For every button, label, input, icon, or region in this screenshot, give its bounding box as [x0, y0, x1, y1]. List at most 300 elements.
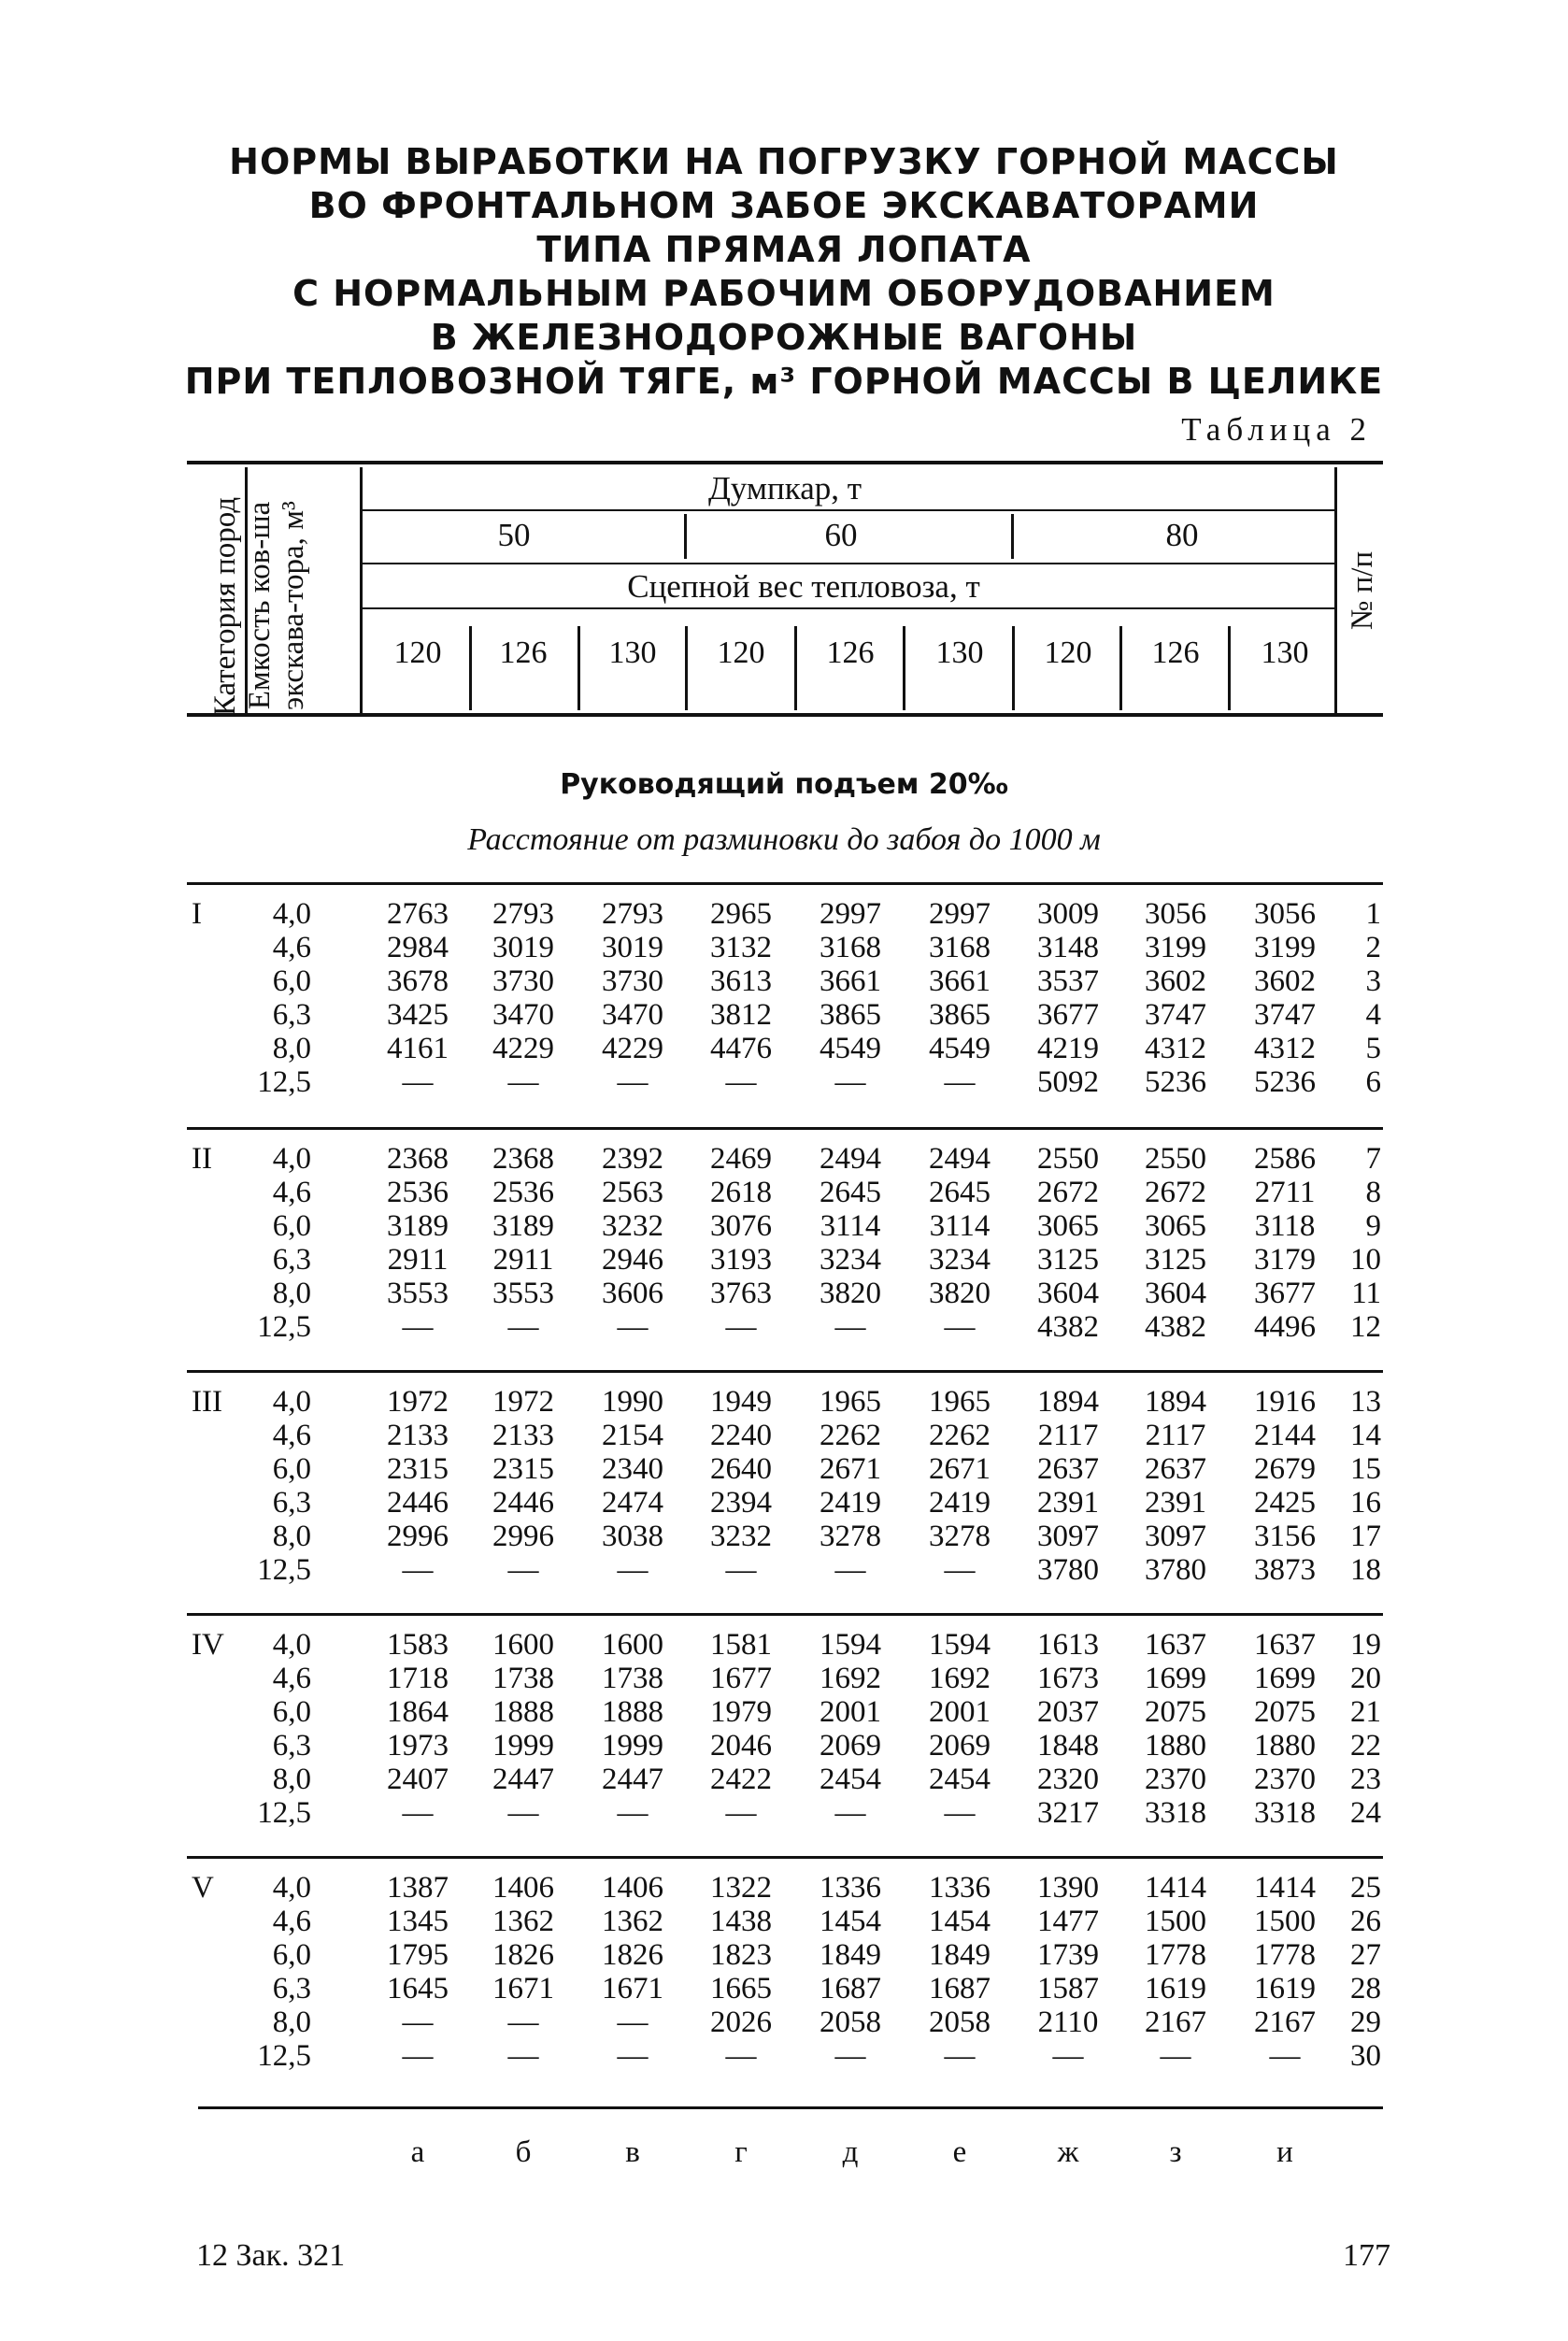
table-cell: —: [507, 2006, 539, 2039]
bucket-capacity: 4,6: [272, 1419, 311, 1452]
table-cell: 3661: [820, 964, 881, 998]
table-cell: 2422: [710, 1763, 772, 1796]
table-cell: 2494: [929, 1142, 991, 1176]
bucket-capacity: 8,0: [272, 2006, 311, 2039]
table-cell: 2672: [1145, 1176, 1206, 1209]
header-sep: [1119, 626, 1122, 710]
loco-weight-header: 120: [717, 635, 765, 670]
table-cell: 1894: [1145, 1385, 1206, 1419]
table-cell: 3602: [1254, 964, 1316, 998]
table-cell: 1387: [387, 1871, 449, 1905]
table-cell: 3763: [710, 1277, 772, 1310]
table-cell: 1778: [1254, 1938, 1316, 1972]
table-cell: 2370: [1145, 1763, 1206, 1796]
table-cell: 1673: [1037, 1662, 1099, 1695]
table-cell: 2645: [820, 1176, 881, 1209]
table-cell: 1990: [602, 1385, 663, 1419]
table-cell: 3125: [1037, 1243, 1099, 1277]
header-vline: [360, 467, 363, 713]
table-cell: 4496: [1254, 1310, 1316, 1344]
row-number: 18: [1350, 1553, 1381, 1587]
table-cell: 2069: [820, 1729, 881, 1763]
table-cell: 1671: [492, 1972, 554, 2006]
table-cell: —: [834, 1065, 866, 1099]
table-bottom-rule: [198, 2106, 1383, 2109]
table-cell: 1500: [1145, 1905, 1206, 1938]
table-cell: 1848: [1037, 1729, 1099, 1763]
table-cell: 1406: [492, 1871, 554, 1905]
table-cell: 2001: [820, 1695, 881, 1729]
table-cell: 1594: [820, 1628, 881, 1662]
bucket-capacity: 4,6: [272, 1176, 311, 1209]
table-cell: 3097: [1037, 1520, 1099, 1553]
title-line: ПРИ ТЕПЛОВОЗНОЙ ТЯГЕ, м³ ГОРНОЙ МАССЫ В ЦЕЛИКЕ: [184, 361, 1384, 402]
row-number: 8: [1365, 1176, 1381, 1209]
table-cell: 1999: [602, 1729, 663, 1763]
table-cell: 3812: [710, 998, 772, 1032]
row-number: 2: [1365, 931, 1381, 964]
table-cell: 3873: [1254, 1553, 1316, 1587]
table-cell: 1965: [929, 1385, 991, 1419]
page-number: 177: [1343, 2238, 1390, 2273]
table-cell: 2394: [710, 1486, 772, 1520]
table-cell: 3678: [387, 964, 449, 998]
table-cell: 3114: [929, 1209, 991, 1243]
row-number: 21: [1350, 1695, 1381, 1729]
table-cell: 3613: [710, 964, 772, 998]
bucket-capacity: 4,6: [272, 1905, 311, 1938]
row-number: 20: [1350, 1662, 1381, 1695]
column-letter: ж: [1057, 2135, 1079, 2169]
header-bucket: Емкость ков-ша экскава-тора, м³: [243, 501, 310, 710]
table-cell: 3604: [1145, 1277, 1206, 1310]
table-cell: 1336: [929, 1871, 991, 1905]
table-cell: 4382: [1037, 1310, 1099, 1344]
header-sep: [1011, 514, 1014, 559]
table-cell: 3065: [1037, 1209, 1099, 1243]
table-cell: 2793: [492, 897, 554, 931]
row-number: 9: [1365, 1209, 1381, 1243]
table-cell: 2672: [1037, 1176, 1099, 1209]
bucket-capacity: 4,0: [272, 1385, 311, 1419]
table-cell: 2911: [492, 1243, 554, 1277]
table-cell: 2058: [929, 2006, 991, 2039]
row-number: 10: [1350, 1243, 1381, 1277]
table-cell: 2563: [602, 1176, 663, 1209]
table-cell: 1414: [1254, 1871, 1316, 1905]
table-cell: 1390: [1037, 1871, 1099, 1905]
table-cell: 1583: [387, 1628, 449, 1662]
column-letter: и: [1276, 2135, 1293, 2169]
table-cell: 1949: [710, 1385, 772, 1419]
table-cell: 1965: [820, 1385, 881, 1419]
table-cell: 1849: [929, 1938, 991, 1972]
table-cell: 3019: [602, 931, 663, 964]
row-number: 27: [1350, 1938, 1381, 1972]
bucket-capacity: 12,5: [257, 2039, 311, 2073]
table-cell: 2469: [710, 1142, 772, 1176]
bucket-capacity: 6,3: [272, 1729, 311, 1763]
table-cell: 2984: [387, 931, 449, 964]
table-cell: 2618: [710, 1176, 772, 1209]
table-cell: —: [402, 2039, 434, 2073]
table-cell: 2637: [1145, 1452, 1206, 1486]
table-cell: 1414: [1145, 1871, 1206, 1905]
bucket-capacity: 12,5: [257, 1796, 311, 1830]
table-cell: —: [507, 1065, 539, 1099]
table-cell: 1692: [820, 1662, 881, 1695]
table-cell: —: [725, 1065, 757, 1099]
header-hline: [363, 509, 1334, 511]
table-cell: 2340: [602, 1452, 663, 1486]
table-cell: —: [402, 1553, 434, 1587]
table-cell: 1826: [602, 1938, 663, 1972]
table-cell: 1362: [492, 1905, 554, 1938]
table-cell: 2997: [929, 897, 991, 931]
column-letter: е: [952, 2135, 967, 2169]
table-cell: 3217: [1037, 1796, 1099, 1830]
table-cell: 1778: [1145, 1938, 1206, 1972]
bucket-capacity: 4,0: [272, 897, 311, 931]
bucket-capacity: 8,0: [272, 1520, 311, 1553]
table-cell: —: [944, 1310, 976, 1344]
table-cell: 2133: [387, 1419, 449, 1452]
table-cell: —: [617, 1065, 649, 1099]
table-cell: 1665: [710, 1972, 772, 2006]
table-label: Таблица 2: [1181, 411, 1372, 448]
table-cell: 2320: [1037, 1763, 1099, 1796]
table-cell: 3009: [1037, 897, 1099, 931]
table-cell: —: [507, 1553, 539, 1587]
table-cell: 3038: [602, 1520, 663, 1553]
bucket-capacity: 6,0: [272, 1209, 311, 1243]
row-number: 15: [1350, 1452, 1381, 1486]
header-hline: [363, 563, 1334, 564]
table-cell: 4549: [929, 1032, 991, 1065]
table-cell: —: [617, 2006, 649, 2039]
category-label: I: [192, 897, 202, 931]
table-cell: —: [617, 1310, 649, 1344]
table-cell: 1880: [1145, 1729, 1206, 1763]
table-cell: 2637: [1037, 1452, 1099, 1486]
table-cell: —: [834, 1553, 866, 1587]
group-separator: [187, 1613, 1383, 1616]
table-cell: 3234: [929, 1243, 991, 1277]
row-number: 19: [1350, 1628, 1381, 1662]
table-cell: 3125: [1145, 1243, 1206, 1277]
table-cell: 1477: [1037, 1905, 1099, 1938]
table-cell: 1699: [1254, 1662, 1316, 1695]
column-letter: г: [734, 2135, 748, 2169]
table-cell: 2447: [492, 1763, 554, 1796]
table-cell: 3537: [1037, 964, 1099, 998]
table-cell: 1454: [820, 1905, 881, 1938]
loco-weight-header: 130: [608, 635, 657, 670]
table-cell: 2069: [929, 1729, 991, 1763]
table-cell: 1406: [602, 1871, 663, 1905]
table-cell: 4549: [820, 1032, 881, 1065]
row-number: 12: [1350, 1310, 1381, 1344]
table-cell: —: [617, 2039, 649, 2073]
table-cell: 2026: [710, 2006, 772, 2039]
header-dumpcar: Думпкар, т: [707, 470, 862, 507]
table-cell: —: [617, 1553, 649, 1587]
table-cell: 3553: [492, 1277, 554, 1310]
header-bottom-rule: [187, 713, 1383, 717]
table-cell: 1849: [820, 1938, 881, 1972]
bucket-capacity: 6,0: [272, 1938, 311, 1972]
table-cell: 1677: [710, 1662, 772, 1695]
table-cell: —: [402, 2006, 434, 2039]
header-sep: [903, 626, 905, 710]
bucket-capacity: 12,5: [257, 1310, 311, 1344]
row-number: 3: [1365, 964, 1381, 998]
table-cell: 3132: [710, 931, 772, 964]
bucket-capacity: 6,3: [272, 1243, 311, 1277]
title-line: С НОРМАЛЬНЫМ РАБОЧИМ ОБОРУДОВАНИЕМ: [292, 273, 1276, 314]
table-cell: 2154: [602, 1419, 663, 1452]
header-sep: [685, 626, 688, 710]
table-cell: 1888: [492, 1695, 554, 1729]
bucket-capacity: 6,3: [272, 998, 311, 1032]
table-cell: 2536: [387, 1176, 449, 1209]
table-cell: 3148: [1037, 931, 1099, 964]
table-cell: 2997: [820, 897, 881, 931]
page-title: [0, 140, 1568, 404]
table-cell: 1500: [1254, 1905, 1316, 1938]
footer-order: 12 Зак. 321: [196, 2238, 346, 2273]
table-cell: 2391: [1037, 1486, 1099, 1520]
table-cell: 5236: [1145, 1065, 1206, 1099]
column-letter: а: [410, 2135, 425, 2169]
bucket-capacity: 6,3: [272, 1486, 311, 1520]
table-cell: 1637: [1254, 1628, 1316, 1662]
table-cell: 2315: [387, 1452, 449, 1486]
table-cell: 5092: [1037, 1065, 1099, 1099]
table-cell: 2001: [929, 1695, 991, 1729]
table-cell: 2133: [492, 1419, 554, 1452]
row-number: 7: [1365, 1142, 1381, 1176]
table-cell: 1738: [492, 1662, 554, 1695]
table-cell: 2446: [387, 1486, 449, 1520]
bucket-capacity: 12,5: [257, 1553, 311, 1587]
header-category: Категория пород: [208, 496, 242, 717]
row-number: 23: [1350, 1763, 1381, 1796]
table-cell: 1687: [820, 1972, 881, 2006]
table-cell: 1594: [929, 1628, 991, 1662]
table-cell: 3602: [1145, 964, 1206, 998]
table-cell: 2550: [1145, 1142, 1206, 1176]
bucket-capacity: 4,0: [272, 1142, 311, 1176]
table-cell: 1894: [1037, 1385, 1099, 1419]
group-separator: [187, 1127, 1383, 1130]
table-cell: 1645: [387, 1972, 449, 2006]
table-cell: 2110: [1037, 2006, 1099, 2039]
row-number: 14: [1350, 1419, 1381, 1452]
loco-weight-header: 120: [393, 635, 442, 670]
row-number: 11: [1351, 1277, 1381, 1310]
table-cell: 2058: [820, 2006, 881, 2039]
table-cell: —: [944, 1553, 976, 1587]
group-separator: [187, 1856, 1383, 1859]
table-cell: 1322: [710, 1871, 772, 1905]
header-sep: [469, 626, 472, 710]
table-cell: 3730: [602, 964, 663, 998]
bucket-capacity: 4,6: [272, 1662, 311, 1695]
table-cell: 2391: [1145, 1486, 1206, 1520]
table-cell: 4312: [1145, 1032, 1206, 1065]
row-number: 26: [1350, 1905, 1381, 1938]
table-cell: 3606: [602, 1277, 663, 1310]
table-cell: 3168: [929, 931, 991, 964]
table-cell: 1619: [1145, 1972, 1206, 2006]
table-cell: 2315: [492, 1452, 554, 1486]
header-vline: [1334, 467, 1337, 713]
table-cell: 2679: [1254, 1452, 1316, 1486]
table-cell: 4312: [1254, 1032, 1316, 1065]
table-cell: 3168: [820, 931, 881, 964]
table-cell: 2419: [929, 1486, 991, 1520]
title-line: НОРМЫ ВЫРАБОТКИ НА ПОГРУЗКУ ГОРНОЙ МАССЫ: [229, 141, 1339, 182]
column-letter: з: [1169, 2135, 1182, 2169]
table-cell: —: [725, 1310, 757, 1344]
table-cell: 3318: [1145, 1796, 1206, 1830]
table-cell: 1587: [1037, 1972, 1099, 2006]
table-cell: 1973: [387, 1729, 449, 1763]
table-cell: 2550: [1037, 1142, 1099, 1176]
table-cell: 2392: [602, 1142, 663, 1176]
table-cell: 3780: [1037, 1553, 1099, 1587]
row-number: 16: [1350, 1486, 1381, 1520]
table-cell: 2711: [1254, 1176, 1316, 1209]
table-cell: 3076: [710, 1209, 772, 1243]
table-cell: 2671: [820, 1452, 881, 1486]
table-cell: 1613: [1037, 1628, 1099, 1662]
table-cell: —: [725, 1796, 757, 1830]
table-cell: 3865: [929, 998, 991, 1032]
table-cell: —: [834, 2039, 866, 2073]
row-number: 22: [1350, 1729, 1381, 1763]
row-number: 30: [1350, 2039, 1381, 2073]
table-cell: 2454: [820, 1763, 881, 1796]
table-cell: 2645: [929, 1176, 991, 1209]
table-cell: 2046: [710, 1729, 772, 1763]
table-cell: 3019: [492, 931, 554, 964]
table-cell: 1687: [929, 1972, 991, 2006]
table-cell: 2117: [1145, 1419, 1206, 1452]
table-cell: 2419: [820, 1486, 881, 1520]
table-cell: 2494: [820, 1142, 881, 1176]
category-label: III: [192, 1385, 222, 1419]
table-cell: 1826: [492, 1938, 554, 1972]
table-cell: —: [402, 1065, 434, 1099]
table-cell: 1739: [1037, 1938, 1099, 1972]
table-cell: —: [507, 1310, 539, 1344]
bucket-capacity: 6,0: [272, 1452, 311, 1486]
table-cell: 3179: [1254, 1243, 1316, 1277]
table-cell: 2075: [1254, 1695, 1316, 1729]
table-cell: 3056: [1145, 897, 1206, 931]
row-number: 25: [1350, 1871, 1381, 1905]
loco-weight-header: 126: [1151, 635, 1200, 670]
table-cell: 3278: [929, 1520, 991, 1553]
group-separator: [187, 1370, 1383, 1373]
table-cell: 3820: [929, 1277, 991, 1310]
table-cell: 1345: [387, 1905, 449, 1938]
table-cell: —: [725, 1553, 757, 1587]
table-cell: —: [1052, 2039, 1084, 2073]
table-cell: 3677: [1254, 1277, 1316, 1310]
table-cell: —: [834, 1796, 866, 1830]
table-cell: 3189: [387, 1209, 449, 1243]
table-cell: 2447: [602, 1763, 663, 1796]
row-number: 5: [1365, 1032, 1381, 1065]
table-cell: 3199: [1254, 931, 1316, 964]
category-label: V: [192, 1871, 214, 1905]
table-cell: 4476: [710, 1032, 772, 1065]
table-cell: 3553: [387, 1277, 449, 1310]
table-cell: 2474: [602, 1486, 663, 1520]
table-cell: 2996: [387, 1520, 449, 1553]
group-separator: [187, 882, 1383, 885]
table-cell: —: [507, 1796, 539, 1830]
table-cell: 2262: [929, 1419, 991, 1452]
table-cell: 3278: [820, 1520, 881, 1553]
loco-weight-header: 130: [935, 635, 984, 670]
table-cell: 3097: [1145, 1520, 1206, 1553]
table-cell: 3677: [1037, 998, 1099, 1032]
table-cell: —: [402, 1796, 434, 1830]
header-sep: [794, 626, 797, 710]
header-row-number: № п/п: [1346, 550, 1379, 631]
table-cell: 3114: [820, 1209, 881, 1243]
table-cell: 2446: [492, 1486, 554, 1520]
bucket-capacity: 6,0: [272, 1695, 311, 1729]
table-cell: 1692: [929, 1662, 991, 1695]
table-cell: 4219: [1037, 1032, 1099, 1065]
table-cell: 3820: [820, 1277, 881, 1310]
table-cell: 2996: [492, 1520, 554, 1553]
table-cell: 2536: [492, 1176, 554, 1209]
table-cell: 2640: [710, 1452, 772, 1486]
table-cell: 4229: [602, 1032, 663, 1065]
title-line: ТИПА ПРЯМАЯ ЛОПАТА: [536, 229, 1032, 270]
row-number: 13: [1350, 1385, 1381, 1419]
table-cell: —: [1269, 2039, 1301, 2073]
table-cell: 1336: [820, 1871, 881, 1905]
table-cell: 2425: [1254, 1486, 1316, 1520]
table-cell: —: [617, 1796, 649, 1830]
title-line: В ЖЕЛЕЗНОДОРОЖНЫЕ ВАГОНЫ: [430, 317, 1138, 358]
bucket-capacity: 8,0: [272, 1032, 311, 1065]
table-cell: 2586: [1254, 1142, 1316, 1176]
loco-weight-header: 130: [1261, 635, 1309, 670]
table-cell: 1999: [492, 1729, 554, 1763]
table-cell: 1671: [602, 1972, 663, 2006]
dumpcar-group: 50: [497, 517, 531, 553]
table-cell: 3118: [1254, 1209, 1316, 1243]
table-cell: 2965: [710, 897, 772, 931]
table-cell: 2763: [387, 897, 449, 931]
table-cell: 3056: [1254, 897, 1316, 931]
dumpcar-group: 80: [1165, 517, 1199, 553]
dumpcar-group: 60: [824, 517, 858, 553]
table-cell: 2911: [387, 1243, 449, 1277]
column-letter: в: [625, 2135, 640, 2169]
table-cell: —: [944, 2039, 976, 2073]
table-cell: 2946: [602, 1243, 663, 1277]
bucket-capacity: 12,5: [257, 1065, 311, 1099]
